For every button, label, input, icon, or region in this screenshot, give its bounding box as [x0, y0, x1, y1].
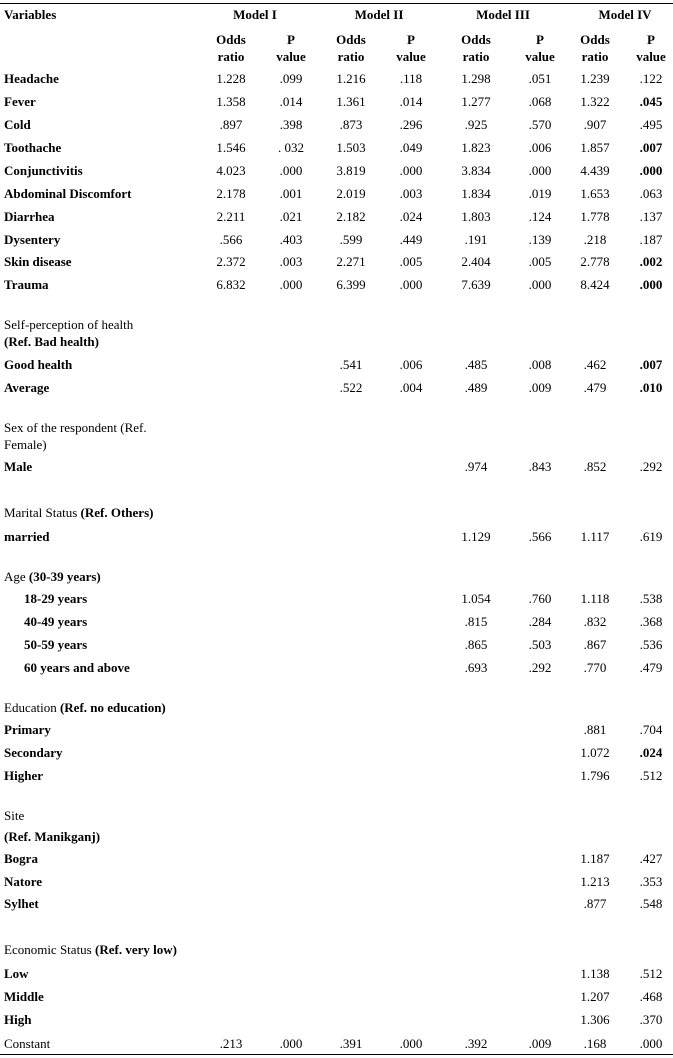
odds-ratio-cell: .852 [583, 459, 607, 474]
p-value-cell: .479 [639, 660, 663, 675]
p-value-cell: .000 [528, 277, 552, 292]
p-value-cell: .512 [639, 768, 663, 783]
p-value-subheader: value [636, 49, 666, 64]
odds-ratio-cell: 1.117 [580, 529, 610, 544]
odds-ratio-subheader: Odds [580, 32, 610, 47]
group-header-line2: (Ref. Bad health) [4, 334, 99, 349]
odds-ratio-cell: 2.404 [461, 254, 491, 269]
p-value-cell: .570 [528, 117, 552, 132]
odds-ratio-cell: .191 [464, 232, 488, 247]
p-value-cell: .000 [399, 1036, 423, 1051]
row-label: 40-49 years [24, 614, 88, 629]
odds-ratio-subheader: ratio [581, 49, 609, 64]
p-value-cell: .619 [639, 529, 663, 544]
p-value-cell: .049 [399, 140, 423, 155]
p-value-cell: .051 [528, 71, 552, 86]
row-label: Cold [4, 117, 31, 132]
odds-ratio-cell: 1.138 [580, 966, 610, 981]
row-label: Headache [4, 71, 59, 86]
row-label: Trauma [4, 277, 49, 292]
odds-ratio-cell: .925 [464, 117, 488, 132]
odds-ratio-cell: .815 [464, 614, 488, 629]
p-value-subheader: value [396, 49, 426, 64]
p-value-cell: .000 [399, 163, 423, 178]
row-label: Good health [4, 357, 73, 372]
row-label: Male [4, 459, 33, 474]
odds-ratio-subheader: ratio [462, 49, 490, 64]
p-value-subheader: value [525, 49, 555, 64]
group-header-reference: (Ref. very low) [95, 942, 177, 957]
p-value-cell: .045 [639, 94, 663, 109]
group-header [4, 942, 177, 958]
odds-ratio-cell: .541 [339, 357, 363, 372]
p-value-cell: .000 [279, 1036, 303, 1051]
p-value-cell: .007 [639, 357, 663, 372]
row-label: Toothache [4, 140, 62, 155]
row-label: 50-59 years [24, 637, 88, 652]
p-value-subheader: P [647, 32, 655, 47]
odds-ratio-cell: 1.823 [461, 140, 491, 155]
odds-ratio-cell: 1.277 [461, 94, 491, 109]
p-value-subheader: P [287, 32, 295, 47]
odds-ratio-cell: .770 [583, 660, 607, 675]
p-value-cell: .495 [639, 117, 663, 132]
row-label: Primary [4, 722, 51, 737]
p-value-cell: .538 [639, 591, 663, 606]
model-1-header: Model I [233, 7, 277, 22]
odds-ratio-cell: .218 [583, 232, 607, 247]
model-4-header: Model IV [598, 7, 652, 22]
group-header [4, 317, 133, 333]
group-header-text: Self-perception of health [4, 317, 134, 332]
group-header-text: Economic Status [4, 942, 95, 957]
group-header-line2: (Ref. Manikganj) [4, 829, 101, 844]
odds-ratio-cell: 1.361 [336, 94, 366, 109]
group-header [4, 808, 24, 824]
group-header-reference: (Ref. no education) [59, 700, 166, 715]
p-value-cell: .370 [639, 1012, 663, 1027]
p-value-cell: .704 [639, 722, 663, 737]
odds-ratio-cell: 1.239 [580, 71, 610, 86]
row-label: Natore [4, 874, 43, 889]
p-value-cell: .503 [528, 637, 552, 652]
p-value-cell: .296 [399, 117, 423, 132]
p-value-cell: .118 [399, 71, 423, 86]
p-value-cell: .005 [528, 254, 552, 269]
row-label: 60 years and above [24, 660, 130, 675]
row-label: married [4, 529, 50, 544]
odds-ratio-cell: 1.298 [461, 71, 491, 86]
odds-ratio-cell: 1.503 [336, 140, 366, 155]
odds-ratio-cell: 1.546 [216, 140, 246, 155]
p-value-cell: .000 [639, 163, 663, 178]
p-value-cell: .008 [528, 357, 552, 372]
row-label: Abdominal Discomfort [4, 186, 132, 201]
p-value-cell: .005 [399, 254, 423, 269]
p-value-cell: .063 [639, 186, 663, 201]
p-value-cell: .024 [399, 209, 423, 224]
group-header-text: Marital Status [4, 505, 81, 520]
p-value-cell: .068 [528, 94, 552, 109]
odds-ratio-cell: 1.778 [580, 209, 610, 224]
row-label: Skin disease [4, 254, 72, 269]
p-value-cell: .449 [399, 232, 423, 247]
odds-ratio-cell: .213 [219, 1036, 243, 1051]
odds-ratio-cell: .873 [339, 117, 363, 132]
p-value-cell: .760 [528, 591, 552, 606]
group-header [4, 420, 147, 436]
odds-ratio-cell: 1.358 [216, 94, 246, 109]
odds-ratio-cell: 1.118 [580, 591, 610, 606]
row-label: Secondary [4, 745, 63, 760]
p-value-cell: .009 [528, 1036, 552, 1051]
odds-ratio-cell: .897 [219, 117, 243, 132]
p-value-subheader: P [407, 32, 415, 47]
row-label: Average [4, 380, 50, 395]
p-value-subheader: value [276, 49, 306, 64]
odds-ratio-cell: .865 [464, 637, 488, 652]
top-rule [0, 3, 673, 4]
odds-ratio-cell: .522 [339, 380, 363, 395]
group-header-text: Education [4, 700, 60, 715]
p-value-cell: .000 [639, 277, 663, 292]
p-value-cell: .284 [528, 614, 552, 629]
odds-ratio-cell: 2.778 [580, 254, 610, 269]
p-value-cell: .000 [528, 163, 552, 178]
p-value-cell: .010 [639, 380, 663, 395]
p-value-cell: .000 [279, 163, 303, 178]
odds-ratio-cell: .485 [464, 357, 488, 372]
row-label: Dysentery [4, 232, 61, 247]
odds-ratio-subheader: Odds [216, 32, 246, 47]
p-value-cell: .137 [639, 209, 663, 224]
p-value-cell: .004 [399, 380, 423, 395]
row-label: Sylhet [4, 896, 39, 911]
odds-ratio-cell: 1.054 [461, 591, 491, 606]
odds-ratio-cell: .867 [583, 637, 607, 652]
group-header [4, 700, 166, 716]
odds-ratio-cell: 1.796 [580, 768, 610, 783]
p-value-subheader: P [536, 32, 544, 47]
row-label: Conjunctivitis [4, 163, 83, 178]
odds-ratio-cell: 4.439 [580, 163, 610, 178]
odds-ratio-cell: 6.399 [336, 277, 366, 292]
p-value-cell: .292 [528, 660, 552, 675]
p-value-cell: .024 [639, 745, 663, 760]
odds-ratio-cell: 1.129 [461, 529, 491, 544]
group-header [4, 505, 153, 521]
bottom-rule [0, 1054, 673, 1055]
p-value-cell: .003 [279, 254, 303, 269]
odds-ratio-cell: 1.653 [580, 186, 610, 201]
row-label: Constant [4, 1036, 51, 1051]
p-value-cell: .512 [639, 966, 663, 981]
p-value-cell: .843 [528, 459, 552, 474]
p-value-cell: .006 [528, 140, 552, 155]
row-label: Low [4, 966, 29, 981]
odds-ratio-cell: 2.178 [216, 186, 246, 201]
odds-ratio-cell: 8.424 [580, 277, 610, 292]
p-value-cell: .009 [528, 380, 552, 395]
odds-ratio-cell: 1.228 [216, 71, 246, 86]
odds-ratio-cell: 1.322 [580, 94, 610, 109]
odds-ratio-cell: 1.207 [580, 989, 610, 1004]
p-value-cell: .187 [639, 232, 663, 247]
odds-ratio-subheader: ratio [217, 49, 245, 64]
odds-ratio-cell: .881 [583, 722, 607, 737]
p-value-cell: .002 [639, 254, 663, 269]
row-label: High [4, 1012, 32, 1027]
odds-ratio-cell: .877 [583, 896, 607, 911]
row-label: Fever [4, 94, 36, 109]
p-value-cell: .007 [639, 140, 663, 155]
p-value-cell: .122 [639, 71, 663, 86]
odds-ratio-cell: 4.023 [216, 163, 246, 178]
odds-ratio-cell: .832 [583, 614, 607, 629]
odds-ratio-cell: .391 [339, 1036, 363, 1051]
row-label: Higher [4, 768, 43, 783]
row-label: Diarrhea [4, 209, 55, 224]
p-value-cell: .292 [639, 459, 663, 474]
group-header-text: Sex of the respondent (Ref. [4, 420, 147, 435]
odds-ratio-cell: 1.072 [580, 745, 610, 760]
odds-ratio-cell: .479 [583, 380, 607, 395]
odds-ratio-cell: .599 [339, 232, 363, 247]
group-header-text: Age [4, 569, 29, 584]
p-value-cell: .014 [279, 94, 303, 109]
group-header-reference: (30-39 years) [28, 569, 101, 584]
p-value-cell: .000 [399, 277, 423, 292]
p-value-cell: .398 [279, 117, 303, 132]
row-label: 18-29 years [24, 591, 88, 606]
group-header-line2: Female) [4, 437, 47, 452]
p-value-cell: . 032 [278, 140, 304, 155]
p-value-cell: .368 [639, 614, 663, 629]
odds-ratio-cell: 6.832 [216, 277, 246, 292]
p-value-cell: .021 [279, 209, 303, 224]
odds-ratio-subheader: ratio [337, 49, 365, 64]
odds-ratio-cell: 1.216 [336, 71, 366, 86]
odds-ratio-cell: 1.213 [580, 874, 610, 889]
p-value-cell: .006 [399, 357, 423, 372]
odds-ratio-cell: .974 [464, 459, 488, 474]
odds-ratio-cell: .693 [464, 660, 488, 675]
row-label: Bogra [4, 851, 38, 866]
odds-ratio-cell: 2.271 [336, 254, 366, 269]
group-header-reference: (Ref. Others) [80, 505, 154, 520]
odds-ratio-subheader: Odds [336, 32, 366, 47]
odds-ratio-cell: 2.019 [336, 186, 366, 201]
group-header [4, 569, 101, 585]
odds-ratio-cell: 1.803 [461, 209, 491, 224]
p-value-cell: .403 [279, 232, 303, 247]
odds-ratio-cell: 2.182 [336, 209, 366, 224]
odds-ratio-cell: 1.857 [580, 140, 610, 155]
p-value-cell: .003 [399, 186, 423, 201]
p-value-cell: .139 [528, 232, 552, 247]
model-2-header: Model II [354, 7, 404, 22]
odds-ratio-cell: 7.639 [461, 277, 491, 292]
p-value-cell: .014 [399, 94, 423, 109]
p-value-cell: .000 [639, 1036, 663, 1051]
model-3-header: Model III [476, 7, 530, 22]
odds-ratio-cell: 1.187 [580, 851, 610, 866]
odds-ratio-cell: 1.306 [580, 1012, 610, 1027]
odds-ratio-cell: .462 [583, 357, 607, 372]
p-value-cell: .548 [639, 896, 663, 911]
odds-ratio-cell: 2.211 [216, 209, 246, 224]
group-header-text: Site [4, 808, 25, 823]
p-value-cell: .468 [639, 989, 663, 1004]
p-value-cell: .536 [639, 637, 663, 652]
odds-ratio-cell: .566 [219, 232, 243, 247]
odds-ratio-cell: .489 [464, 380, 488, 395]
p-value-cell: .427 [639, 851, 663, 866]
odds-ratio-cell: .392 [464, 1036, 488, 1051]
odds-ratio-subheader: Odds [461, 32, 491, 47]
row-label: Middle [4, 989, 44, 1004]
p-value-cell: .019 [528, 186, 552, 201]
odds-ratio-cell: .168 [583, 1036, 607, 1051]
p-value-cell: .566 [528, 529, 552, 544]
p-value-cell: .099 [279, 71, 303, 86]
p-value-cell: .124 [528, 209, 552, 224]
p-value-cell: .353 [639, 874, 663, 889]
p-value-cell: .000 [279, 277, 303, 292]
variables-header: Variables [4, 7, 57, 22]
odds-ratio-cell: .907 [583, 117, 607, 132]
odds-ratio-cell: 1.834 [461, 186, 491, 201]
odds-ratio-cell: 3.819 [336, 163, 366, 178]
p-value-cell: .001 [279, 186, 303, 201]
odds-ratio-cell: 3.834 [461, 163, 491, 178]
odds-ratio-cell: 2.372 [216, 254, 246, 269]
